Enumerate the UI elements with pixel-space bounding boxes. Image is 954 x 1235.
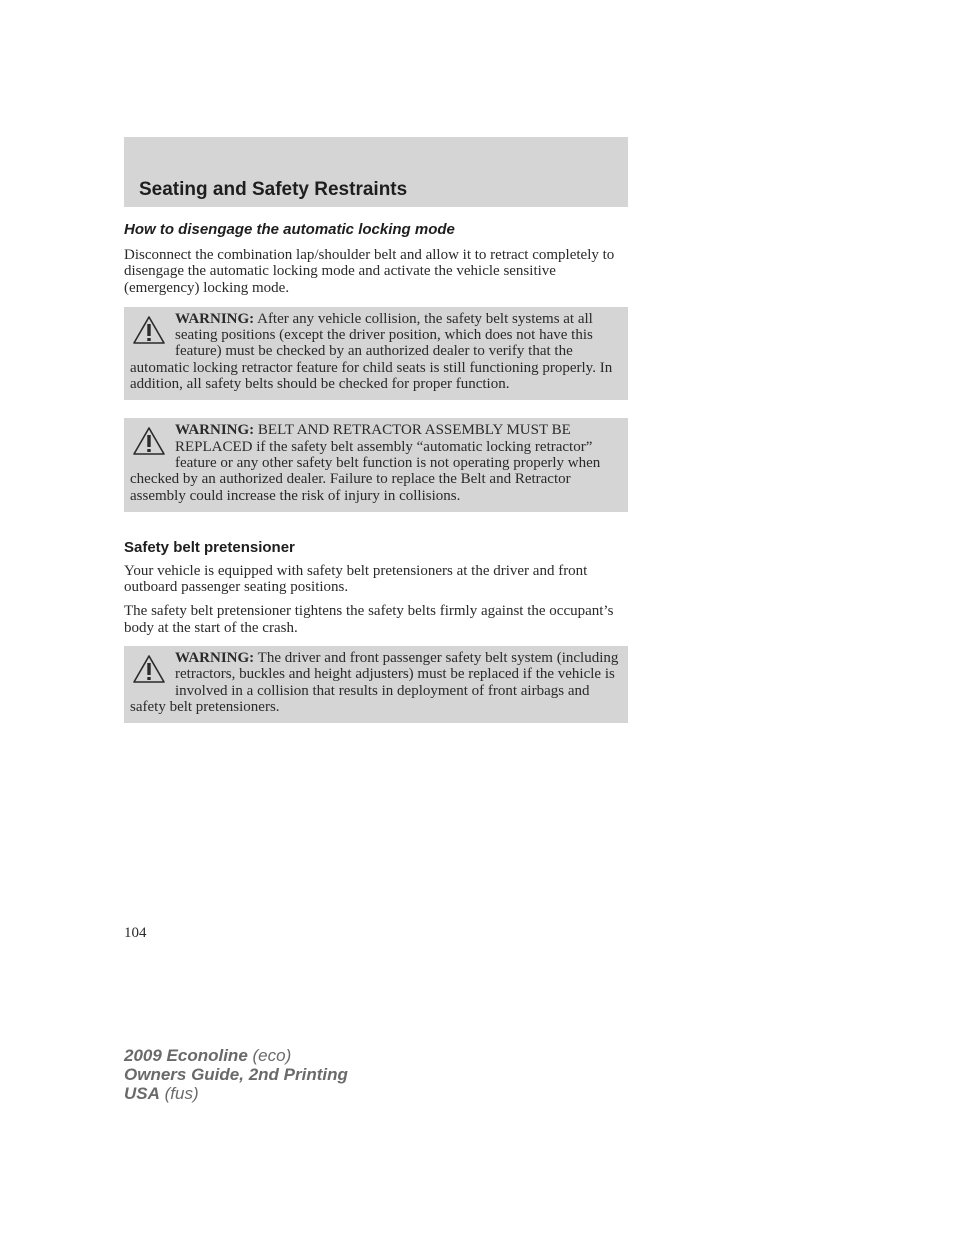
footer-line-1 <box>124 1046 348 1065</box>
warning-triangle-icon <box>132 654 166 684</box>
warning-text: After any vehicle collision, the safety belt systems at all seating positions (except the driver position, which does not have this feature) must be checked by an authorized dealer to verify that the automatic locking retractor feature for child seats is still functioning properly. In addition, all safety belts should be checked for proper function. <box>130 310 613 393</box>
footer-guide: Owners Guide, 2nd Printing <box>124 1065 348 1084</box>
warning-label: WARNING: <box>175 650 255 667</box>
footer-region-code: (fus) <box>164 1084 199 1103</box>
footer-region: USA <box>124 1084 160 1103</box>
page-content <box>124 221 628 723</box>
warning-box-3 <box>124 646 628 723</box>
warning-label: WARNING: <box>175 310 255 327</box>
warning-label: WARNING: <box>175 422 255 439</box>
pretensioner-paragraph-2: The safety belt pretensioner tightens the safety belts firmly against the occupant’s body at the start of the crash. <box>124 603 614 636</box>
subsection-heading-pretensioner: Safety belt pretensioner <box>124 538 295 556</box>
warning-text: BELT AND RETRACTOR ASSEMBLY MUST BE REPLACED if the safety belt assembly “automatic locking retractor” feature or any other safety belt function is not operating properly when checked by an authorized dealer. Failure to replace the Belt and Retractor assembly could increase the risk of injury in collisions. <box>130 422 601 504</box>
footer-line-2 <box>124 1065 348 1084</box>
subsection-heading-disengage: How to disengage the automatic locking mode <box>124 221 455 238</box>
page-number: 104 <box>124 925 147 941</box>
warning-box-1 <box>124 307 628 400</box>
warning-text: The driver and front passenger safety belt system (including retractors, buckles and height adjusters) must be replaced if the vehicle is involved in a collision that results in deployment of front airbags and safety belt pretensioners. <box>130 650 619 715</box>
disengage-paragraph: Disconnect the combination lap/shoulder belt and allow it to retract completely to disengage the automatic locking mode and activate the vehicle sensitive (emergency) locking mode. <box>124 247 615 296</box>
warning-triangle-icon <box>132 426 166 456</box>
document-footer <box>124 1046 348 1103</box>
footer-line-3 <box>124 1084 348 1103</box>
section-title: Seating and Safety Restraints <box>139 179 408 200</box>
section-header-band <box>124 137 628 207</box>
pretensioner-paragraph-1: Your vehicle is equipped with safety belt pretensioners at the driver and front outboard passenger seating positions. <box>124 562 588 596</box>
footer-model-code: (eco) <box>252 1046 292 1065</box>
warning-box-2 <box>124 418 628 511</box>
footer-model: 2009 Econoline <box>124 1046 248 1065</box>
warning-triangle-icon <box>132 315 166 345</box>
